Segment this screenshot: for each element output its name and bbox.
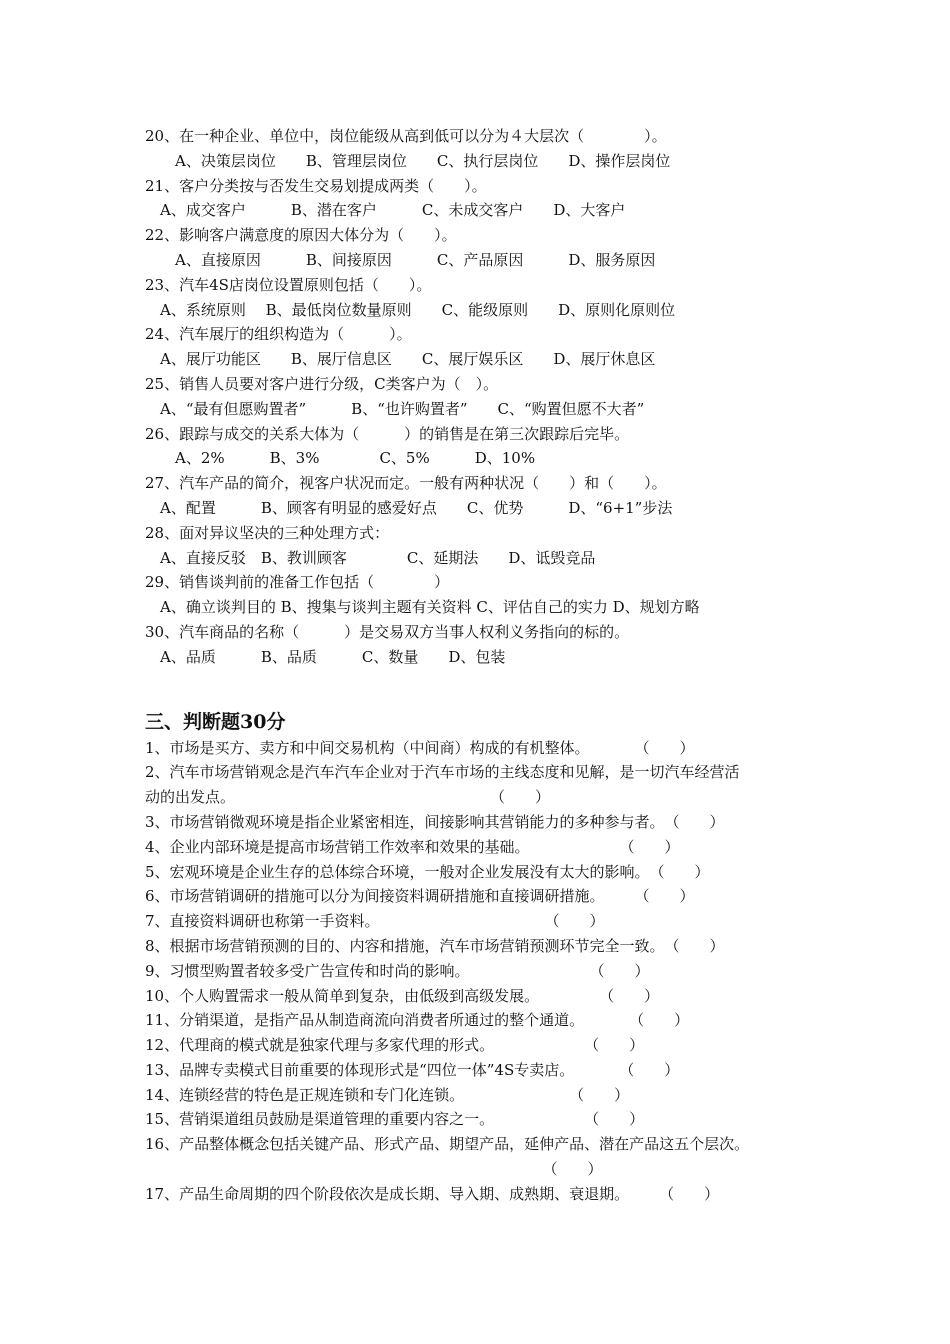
question-text: 24、汽车展厅的组织构造为（ ）。 bbox=[145, 325, 412, 344]
question-24 bbox=[145, 322, 825, 372]
question-26 bbox=[145, 422, 825, 472]
document-page bbox=[145, 124, 825, 1207]
true-false-section bbox=[145, 708, 825, 1207]
question-22 bbox=[145, 223, 825, 273]
multiple-choice-section bbox=[145, 124, 825, 670]
statement-line: （ ） bbox=[145, 1160, 603, 1179]
statement-line: 16、产品整体概念包括关键产品、形式产品、期望产品，延伸产品、潜在产品这五个层次。 bbox=[145, 1135, 750, 1154]
question-options: A、确立谈判目的 B、搜集与谈判主题有关资料 C、评估自己的实力 D、规划方略 bbox=[145, 598, 700, 617]
question-text: 23、汽车4S店岗位设置原则包括（ ）。 bbox=[145, 275, 432, 294]
question-25 bbox=[145, 372, 825, 422]
statement-line: 8、根据市场营销预测的目的、内容和措施，汽车市场营销预测环节完全一致。 （ ） bbox=[145, 936, 725, 955]
statement-line: 1、市场是买方、卖方和中间交易机构（中间商）构成的有机整体。 （ ） bbox=[145, 738, 695, 757]
question-text: 21、客户分类按与否发生交易划提成两类（ ）。 bbox=[145, 176, 487, 195]
section-heading: 三、判断题30分 bbox=[145, 710, 286, 733]
question-text: 28、面对异议坚决的三种处理方式： bbox=[145, 523, 390, 542]
question-21 bbox=[145, 174, 825, 224]
question-30 bbox=[145, 620, 825, 670]
question-options: A、品质 B、品质 C、数量 D、包装 bbox=[145, 647, 506, 666]
statement-line: 10、个人购置需求一般从简单到复杂，由低级到高级发展。 （ ） bbox=[145, 986, 660, 1005]
statement-line: 11、分销渠道，是指产品从制造商流向消费者所通过的整个通道。 （ ） bbox=[145, 1011, 690, 1030]
statement-line: 17、产品生命周期的四个阶段依次是成长期、导入期、成熟期、衰退期。 （ ） bbox=[145, 1184, 720, 1203]
statement-line: 12、代理商的模式就是独家代理与多家代理的形式。 （ ） bbox=[145, 1036, 645, 1055]
statement-line: 14、连锁经营的特色是正规连锁和专门化连锁。 （ ） bbox=[145, 1085, 630, 1104]
question-options: A、直接反驳 B、教训顾客 C、延期法 D、诋毁竞品 bbox=[145, 548, 596, 567]
question-28 bbox=[145, 521, 825, 571]
question-text: 20、在一种企业、单位中，岗位能级从高到低可以分为４大层次（ ）。 bbox=[145, 127, 667, 145]
question-29 bbox=[145, 570, 825, 620]
statement-line: 2、汽车市场营销观念是汽车汽车企业对于汽车市场的主线态度和见解，是一切汽车经营活 bbox=[145, 763, 740, 782]
question-options: A、决策层岗位 B、管理层岗位 C、执行层岗位 D、操作层岗位 bbox=[145, 151, 671, 170]
question-text: 25、销售人员要对客户进行分级，C类客户为（ ）。 bbox=[145, 374, 499, 393]
question-options: A、配置 B、顾客有明显的感爱好点 C、优势 D、“6+1”步法 bbox=[145, 498, 673, 517]
statement-line: 7、直接资料调研也称第一手资料。 （ ） bbox=[145, 912, 605, 931]
question-text: 26、跟踪与成交的关系大体为（ ）的销售是在第三次跟踪后完毕。 bbox=[145, 424, 630, 443]
statement-line: 5、宏观环境是企业生存的总体综合环境，一般对企业发展没有太大的影响。 （ ） bbox=[145, 862, 710, 881]
statement-line: 9、习惯型购置者较多受广告宣传和时尚的影响。 （ ） bbox=[145, 961, 650, 980]
question-text: 30、汽车商品的名称（ ）是交易双方当事人权利义务指向的标的。 bbox=[145, 622, 630, 641]
statement-line: 15、营销渠道组员鼓励是渠道管理的重要内容之一。 （ ） bbox=[145, 1110, 645, 1129]
section-gap bbox=[145, 670, 825, 706]
question-20 bbox=[145, 124, 825, 174]
question-text: 27、汽车产品的简介，视客户状况而定。一般有两种状况（ ）和（ ）。 bbox=[145, 474, 667, 493]
question-text: 22、影响客户满意度的原因大体分为（ ）。 bbox=[145, 226, 457, 245]
statement-line: 4、企业内部环境是提高市场营销工作效率和效果的基础。 （ ） bbox=[145, 837, 680, 856]
question-options: A、2% B、3% C、5% D、10% bbox=[145, 449, 536, 468]
statement-line: 6、市场营销调研的措施可以分为间接资料调研措施和直接调研措施。 （ ） bbox=[145, 887, 695, 906]
statement-line: 13、品牌专卖模式目前重要的体现形式是“四位一体”4S专卖店。 （ ） bbox=[145, 1060, 680, 1079]
question-text: 29、销售谈判前的准备工作包括（ ） bbox=[145, 573, 450, 592]
question-23 bbox=[145, 273, 825, 323]
statement-line: 3、市场营销微观环境是指企业紧密相连，间接影响其营销能力的多种参与者。 （ ） bbox=[145, 812, 725, 831]
question-options: A、“最有但愿购置者” B、“也许购置者” C、“购置但愿不大者” bbox=[145, 399, 645, 418]
question-options: A、直接原因 B、间接原因 C、产品原因 D、服务原因 bbox=[145, 250, 656, 269]
question-options: A、展厅功能区 B、展厅信息区 C、展厅娱乐区 D、展厅休息区 bbox=[145, 350, 656, 369]
question-options: A、系统原则 B、最低岗位数量原则 C、能级原则 D、原则化原则位 bbox=[145, 300, 676, 319]
question-options: A、成交客户 B、潜在客户 C、未成交客户 D、大客户 bbox=[145, 201, 626, 220]
question-27 bbox=[145, 471, 825, 521]
statement-line: 动的出发点。 （ ） bbox=[145, 788, 551, 807]
